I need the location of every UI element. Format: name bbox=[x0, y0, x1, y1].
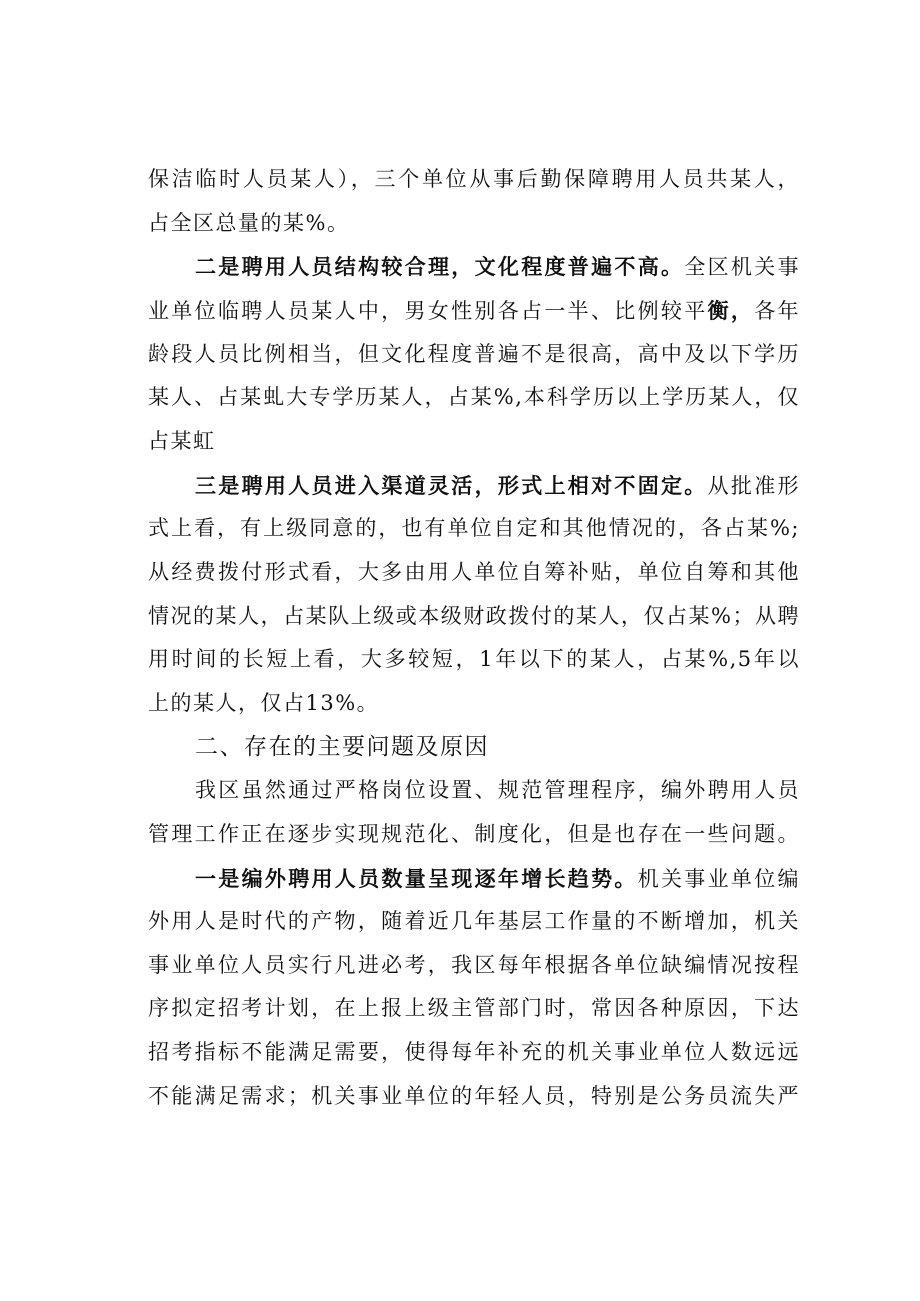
text-line bbox=[148, 333, 800, 377]
line-text: 序拟定招考计划，在上报上级主管部门时，常因各种原因，下达 bbox=[148, 996, 800, 1021]
paragraph-lead: 二是聘用人员结构较合理，文化程度普遍不高。 bbox=[195, 254, 685, 280]
paragraph-start-line bbox=[148, 464, 800, 508]
paragraph-start-line bbox=[148, 769, 800, 813]
line-text: 业单位临聘人员某人中，男女性别各占一半、比例较平 bbox=[148, 298, 708, 323]
text-line bbox=[148, 202, 800, 246]
line-text: 从经费拨付形式看，大多由用人单位自筹补贴，单位自筹和其他 bbox=[148, 559, 800, 584]
text-line bbox=[148, 682, 800, 726]
line-text: 从批准形 bbox=[707, 473, 801, 498]
text-line bbox=[148, 813, 800, 857]
section-heading-text: 二、存在的主要问题及原因 bbox=[195, 733, 489, 760]
text-line bbox=[148, 376, 800, 420]
text-line bbox=[148, 595, 800, 639]
paragraph-lead: 三是聘用人员进入渠道灵活，形式上相对不固定。 bbox=[195, 472, 708, 498]
line-text: 占某虹 bbox=[148, 428, 216, 453]
line-text: 管理工作正在逐步实现规范化、制度化，但是也存在一些问题。 bbox=[148, 821, 800, 846]
text-line bbox=[148, 158, 800, 202]
line-text: 情况的某人，占某队上级或本级财政拨付的某人，仅占某%；从聘 bbox=[148, 603, 800, 628]
line-text: 保洁临时人员某人），三个单位从事后勤保障聘用人员共某人， bbox=[148, 167, 800, 191]
line-text: 用时间的长短上看，大多较短，1年以下的某人，占某%,5年以 bbox=[148, 647, 800, 672]
paragraph-lead: 一是编外聘用人员数量呈现逐年增长趋势。 bbox=[195, 865, 638, 891]
text-line bbox=[148, 900, 800, 944]
line-text: 龄段人员比例相当，但文化程度普遍不是很高，高中及以下学历 bbox=[148, 341, 800, 366]
text-line bbox=[148, 420, 800, 464]
line-text: 上的某人，仅占13%。 bbox=[148, 690, 380, 715]
paragraph-start-line bbox=[148, 245, 800, 289]
line-text: 我区虽然通过严格岗位设置、规范管理程序，编外聘用人员 bbox=[195, 778, 800, 803]
line-text: 全区机关事 bbox=[684, 255, 801, 280]
line-tail: 各年 bbox=[754, 298, 801, 323]
paragraph-start-line bbox=[148, 857, 800, 901]
text-line bbox=[148, 638, 800, 682]
section-heading bbox=[148, 726, 800, 770]
text-line bbox=[148, 551, 800, 595]
line-text: 外用人是时代的产物，随着近几年基层工作量的不断增加，机关 bbox=[148, 909, 800, 934]
line-text: 式上看，有上级同意的，也有单位自定和其他情况的，各占某%; bbox=[148, 516, 800, 541]
text-line bbox=[148, 289, 800, 333]
text-line bbox=[148, 507, 800, 551]
line-text: 招考指标不能满足需要，使得每年补充的机关事业单位人数远远 bbox=[148, 1040, 800, 1065]
document-body bbox=[148, 158, 800, 1118]
line-text: 某人、占某虬大专学历某人，占某%,本科学历以上学历某人，仅 bbox=[148, 385, 800, 410]
line-text: 事业单位人员实行凡进必考，我区每年根据各单位缺编情况按程 bbox=[148, 952, 800, 977]
line-emphasis: 衡， bbox=[707, 297, 755, 323]
line-text: 占全区总量的某%。 bbox=[148, 210, 350, 235]
text-line bbox=[148, 987, 800, 1031]
text-line bbox=[148, 1031, 800, 1075]
text-line bbox=[148, 944, 800, 988]
line-text: 不能满足需求；机关事业单位的年轻人员，特别是公务员流失严 bbox=[148, 1083, 800, 1108]
line-text: 机关事业单位编 bbox=[637, 866, 801, 891]
text-line bbox=[148, 1075, 800, 1119]
